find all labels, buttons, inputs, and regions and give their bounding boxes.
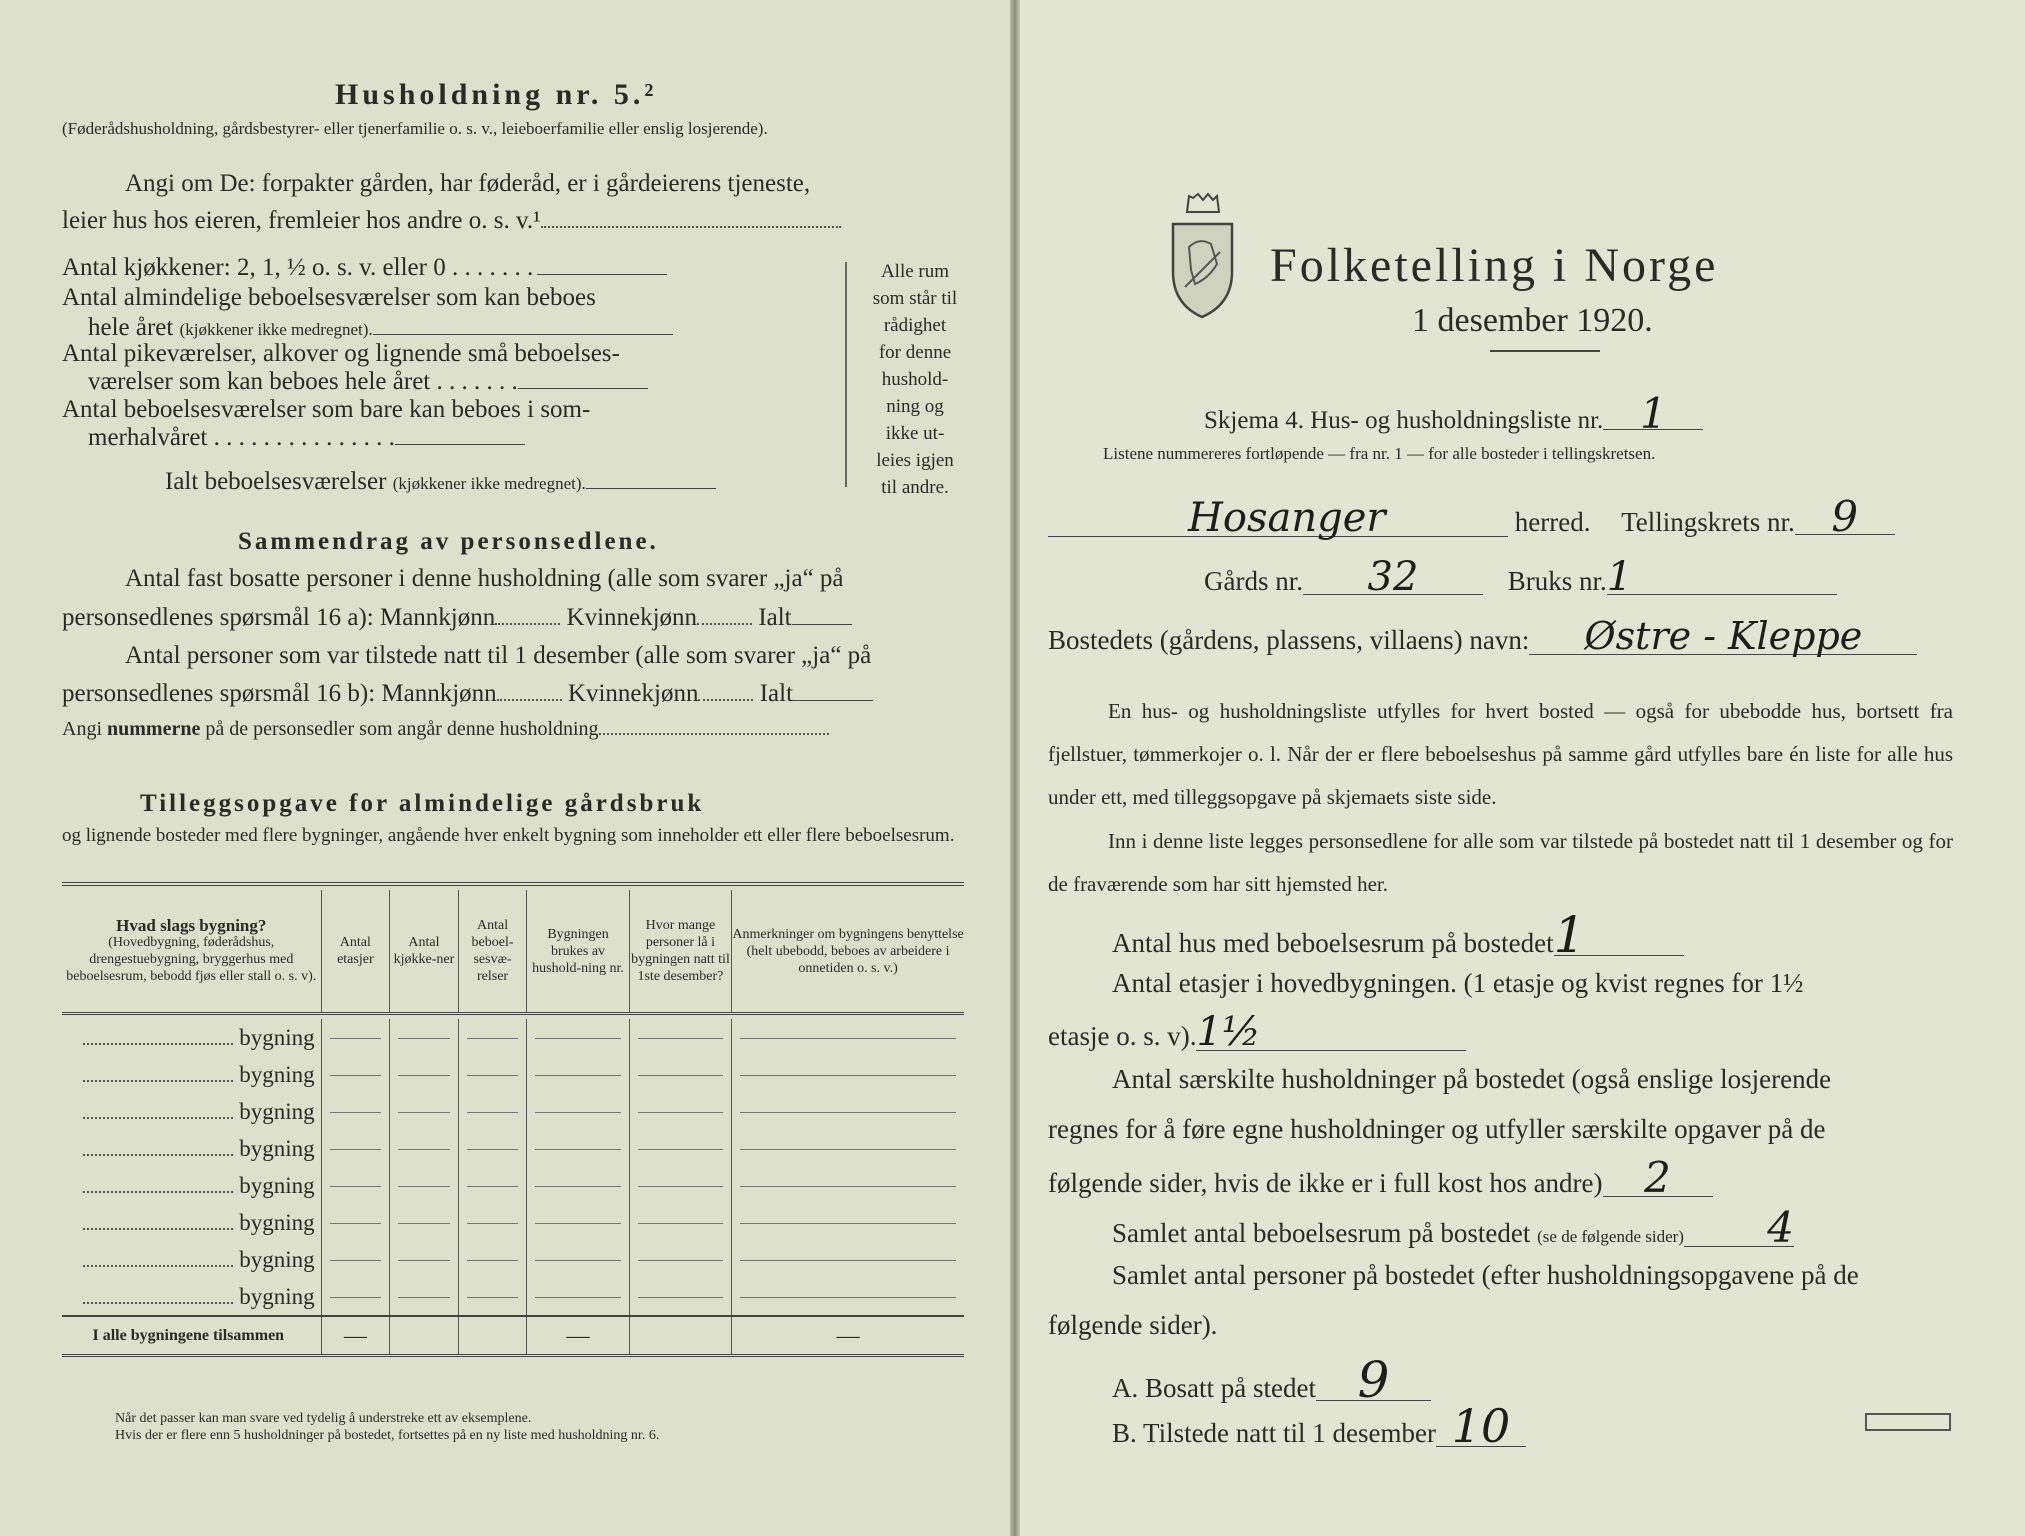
header-husholdning: Bygningen brukes av hushold-ning nr.	[527, 890, 629, 1014]
bosatt-line: A. Bosatt på stedet 9	[1112, 1360, 1431, 1405]
header-building-type: Hvad slags bygning? (Hovedbygning, føderådshus, drengestuebygning, bryggerhus med beboelsesrum, bebodd fjøs eller stall o. s. v).	[66, 916, 317, 984]
footnote-2: Hvis der er flere enn 5 husholdninger på bostedet, fortsettes på en ny liste med husholdning nr. 6.	[115, 1428, 660, 1443]
table-row: bygning	[62, 1278, 964, 1316]
pike-line-2: værelser som kan beboes hele året . . . . . . .	[88, 366, 648, 398]
table-row: bygning	[62, 1093, 964, 1130]
date-rule	[1490, 350, 1600, 352]
header-etasjer: Antal etasjer	[321, 890, 390, 1014]
page-fold	[1010, 0, 1020, 1536]
household-note: (Føderådshusholdning, gårdsbestyrer- eller tjenerfamilie o. s. v., leieboerfamilie eller enslig losjerende).	[62, 119, 768, 138]
pike-line-1: Antal pikeværelser, alkover og lignende små beboelses-	[62, 340, 620, 367]
fast-line-2: personsedlenes spørsmål 16 a): Mannkjønn Kvinnekjønn Ialt	[62, 602, 962, 634]
instruction-para-2: Inn i denne liste legges personsedlene for alle som var tilstede på bostedet natt til 1 desember og for de fraværende som har sitt hjemsted her.	[1048, 829, 1953, 896]
side-note: Alle rum som står til rådighet for denne hushold- ning og ikke ut- leies igjen til andre.	[872, 261, 958, 498]
table-top-rule	[62, 882, 964, 886]
kjokkener-line: Antal kjøkkener: 2, 1, ½ o. s. v. eller 0 . . . . . . .	[62, 252, 667, 284]
hus-line: Antal hus med beboelsesrum på bostedet1	[1112, 915, 1684, 960]
instruction-para-1: En hus- og husholdningsliste utfylles for hvert bosted — også for ubebodde hus, bortsett fra fjellstuer, tømmerkojer o. l. Når der er flere beboelseshus på samme gård utfylles bare én liste for alle hus under ett, med tilleggsopgave på skjemaets siste side.	[1048, 699, 1953, 809]
table-row: bygning	[62, 1019, 964, 1056]
bosted-line: Bostedets (gårdens, plassens, villaens) navn: Østre - Kleppe	[1048, 618, 1917, 657]
saerskilte-line-2: regnes for å føre egne husholdninger og utfyller særskilte opgaver på de	[1048, 1114, 1826, 1144]
skjema-line: Skjema 4. Hus- og husholdningsliste nr. 1	[1204, 399, 1703, 437]
footnote-1: Når det passer kan man svare ved tydelig å understreke ett av eksemplene.	[115, 1411, 532, 1426]
household-title: Husholdning nr. 5.²	[335, 78, 658, 111]
header-personer: Hvor mange personer lå i bygningen natt til 1ste desember?	[629, 890, 731, 1014]
header-kjokkener: Antal kjøkke-ner	[390, 890, 459, 1014]
angi-line-1: Angi om De: forpakter gården, har føderåd, er i gårdeierens tjeneste,	[125, 170, 811, 197]
etasjer-line-2: etasje o. s. v).1½	[1048, 1014, 1466, 1053]
table-row: bygning	[62, 1167, 964, 1204]
header-anmerkninger: Anmerkninger om bygningens benyttelse (helt ubebodd, beboes av arbeidere i onnetiden o. s. v.)	[732, 890, 964, 1014]
coat-of-arms-icon	[1165, 192, 1240, 322]
census-date: 1 desember 1920.	[1412, 302, 1653, 339]
tillegg-title: Tilleggsopgave for almindelige gårdsbruk	[140, 790, 705, 817]
footnotes	[115, 1410, 985, 1444]
alm-line-2: hele året (kjøkkener ikke medregnet).	[88, 312, 673, 344]
tilst-line-2: personsedlenes spørsmål 16 b): Mannkjønn Kvinnekjønn Ialt	[62, 678, 962, 710]
samlet-pers-line-2: følgende sider).	[1048, 1310, 1218, 1340]
alm-line-1: Antal almindelige beboelsesværelser som kan beboes	[62, 284, 596, 311]
fast-line-1: Antal fast bosatte personer i denne husholdning (alle som svarer „ja“ på	[125, 565, 844, 592]
header-vaerelser: Antal beboel-sesvæ-relser	[458, 890, 527, 1014]
samlet-pers-line-1: Samlet antal personer på bostedet (efter husholdningsopgavene på de	[1112, 1260, 1859, 1290]
angi-line-2: leier hus hos eieren, fremleier hos andre o. s. v.¹	[62, 205, 841, 237]
ialt-line: Ialt beboelsesværelser (kjøkkener ikke medregnet).	[165, 466, 716, 498]
etasjer-line-1: Antal etasjer i hovedbygningen. (1 etasje og kvist regnes for 1½	[1112, 968, 1804, 998]
saerskilte-line-3: følgende sider, hvis de ikke er i full kost hos andre) 2	[1048, 1160, 1713, 1200]
gards-line: Gårds nr. 32 Bruks nr.1	[1204, 560, 1837, 598]
listene-note: Listene nummereres fortløpende — fra nr. 1 — for alle bosteder i tellingskretsen.	[1103, 444, 1656, 463]
printer-stamp-icon	[1865, 1413, 1951, 1431]
samlet-rum-line: Samlet antal beboelsesrum på bostedet (se de følgende sider) 4	[1112, 1203, 1794, 1252]
building-table	[62, 890, 964, 1357]
herred-line: Hosanger herred. Tellingskrets nr. 9	[1048, 500, 1948, 539]
sommer-line-2: merhalvåret . . . . . . . . . . . . . . .	[88, 422, 525, 454]
table-total-row: I alle bygningene tilsammen — — —	[62, 1316, 964, 1356]
sammendrag-title: Sammendrag av personsedlene.	[238, 528, 659, 555]
tilstede-line: B. Tilstede natt til 1 desember 10	[1112, 1406, 1526, 1450]
sommer-line-1: Antal beboelsesværelser som bare kan beboes i som-	[62, 396, 591, 423]
table-row: bygning	[62, 1056, 964, 1093]
saerskilte-line-1: Antal særskilte husholdninger på bostedet (også enslige losjerende	[1112, 1064, 1832, 1094]
table-row: bygning	[62, 1204, 964, 1241]
table-header-row	[62, 890, 964, 1014]
census-title: Folketelling i Norge	[1270, 239, 1719, 292]
nummerne-line: Angi nummerne på de personsedler som angår denne husholdning	[62, 718, 829, 741]
table-row: bygning	[62, 1241, 964, 1278]
tillegg-sub: og lignende bosteder med flere bygninger, angående hver enkelt bygning som inneholder ett eller flere beboelsesrum.	[62, 825, 955, 846]
tilst-line-1: Antal personer som var tilstede natt til 1 desember (alle som svarer „ja“ på	[125, 642, 872, 669]
table-row: bygning	[62, 1130, 964, 1167]
brace-line	[845, 262, 849, 487]
